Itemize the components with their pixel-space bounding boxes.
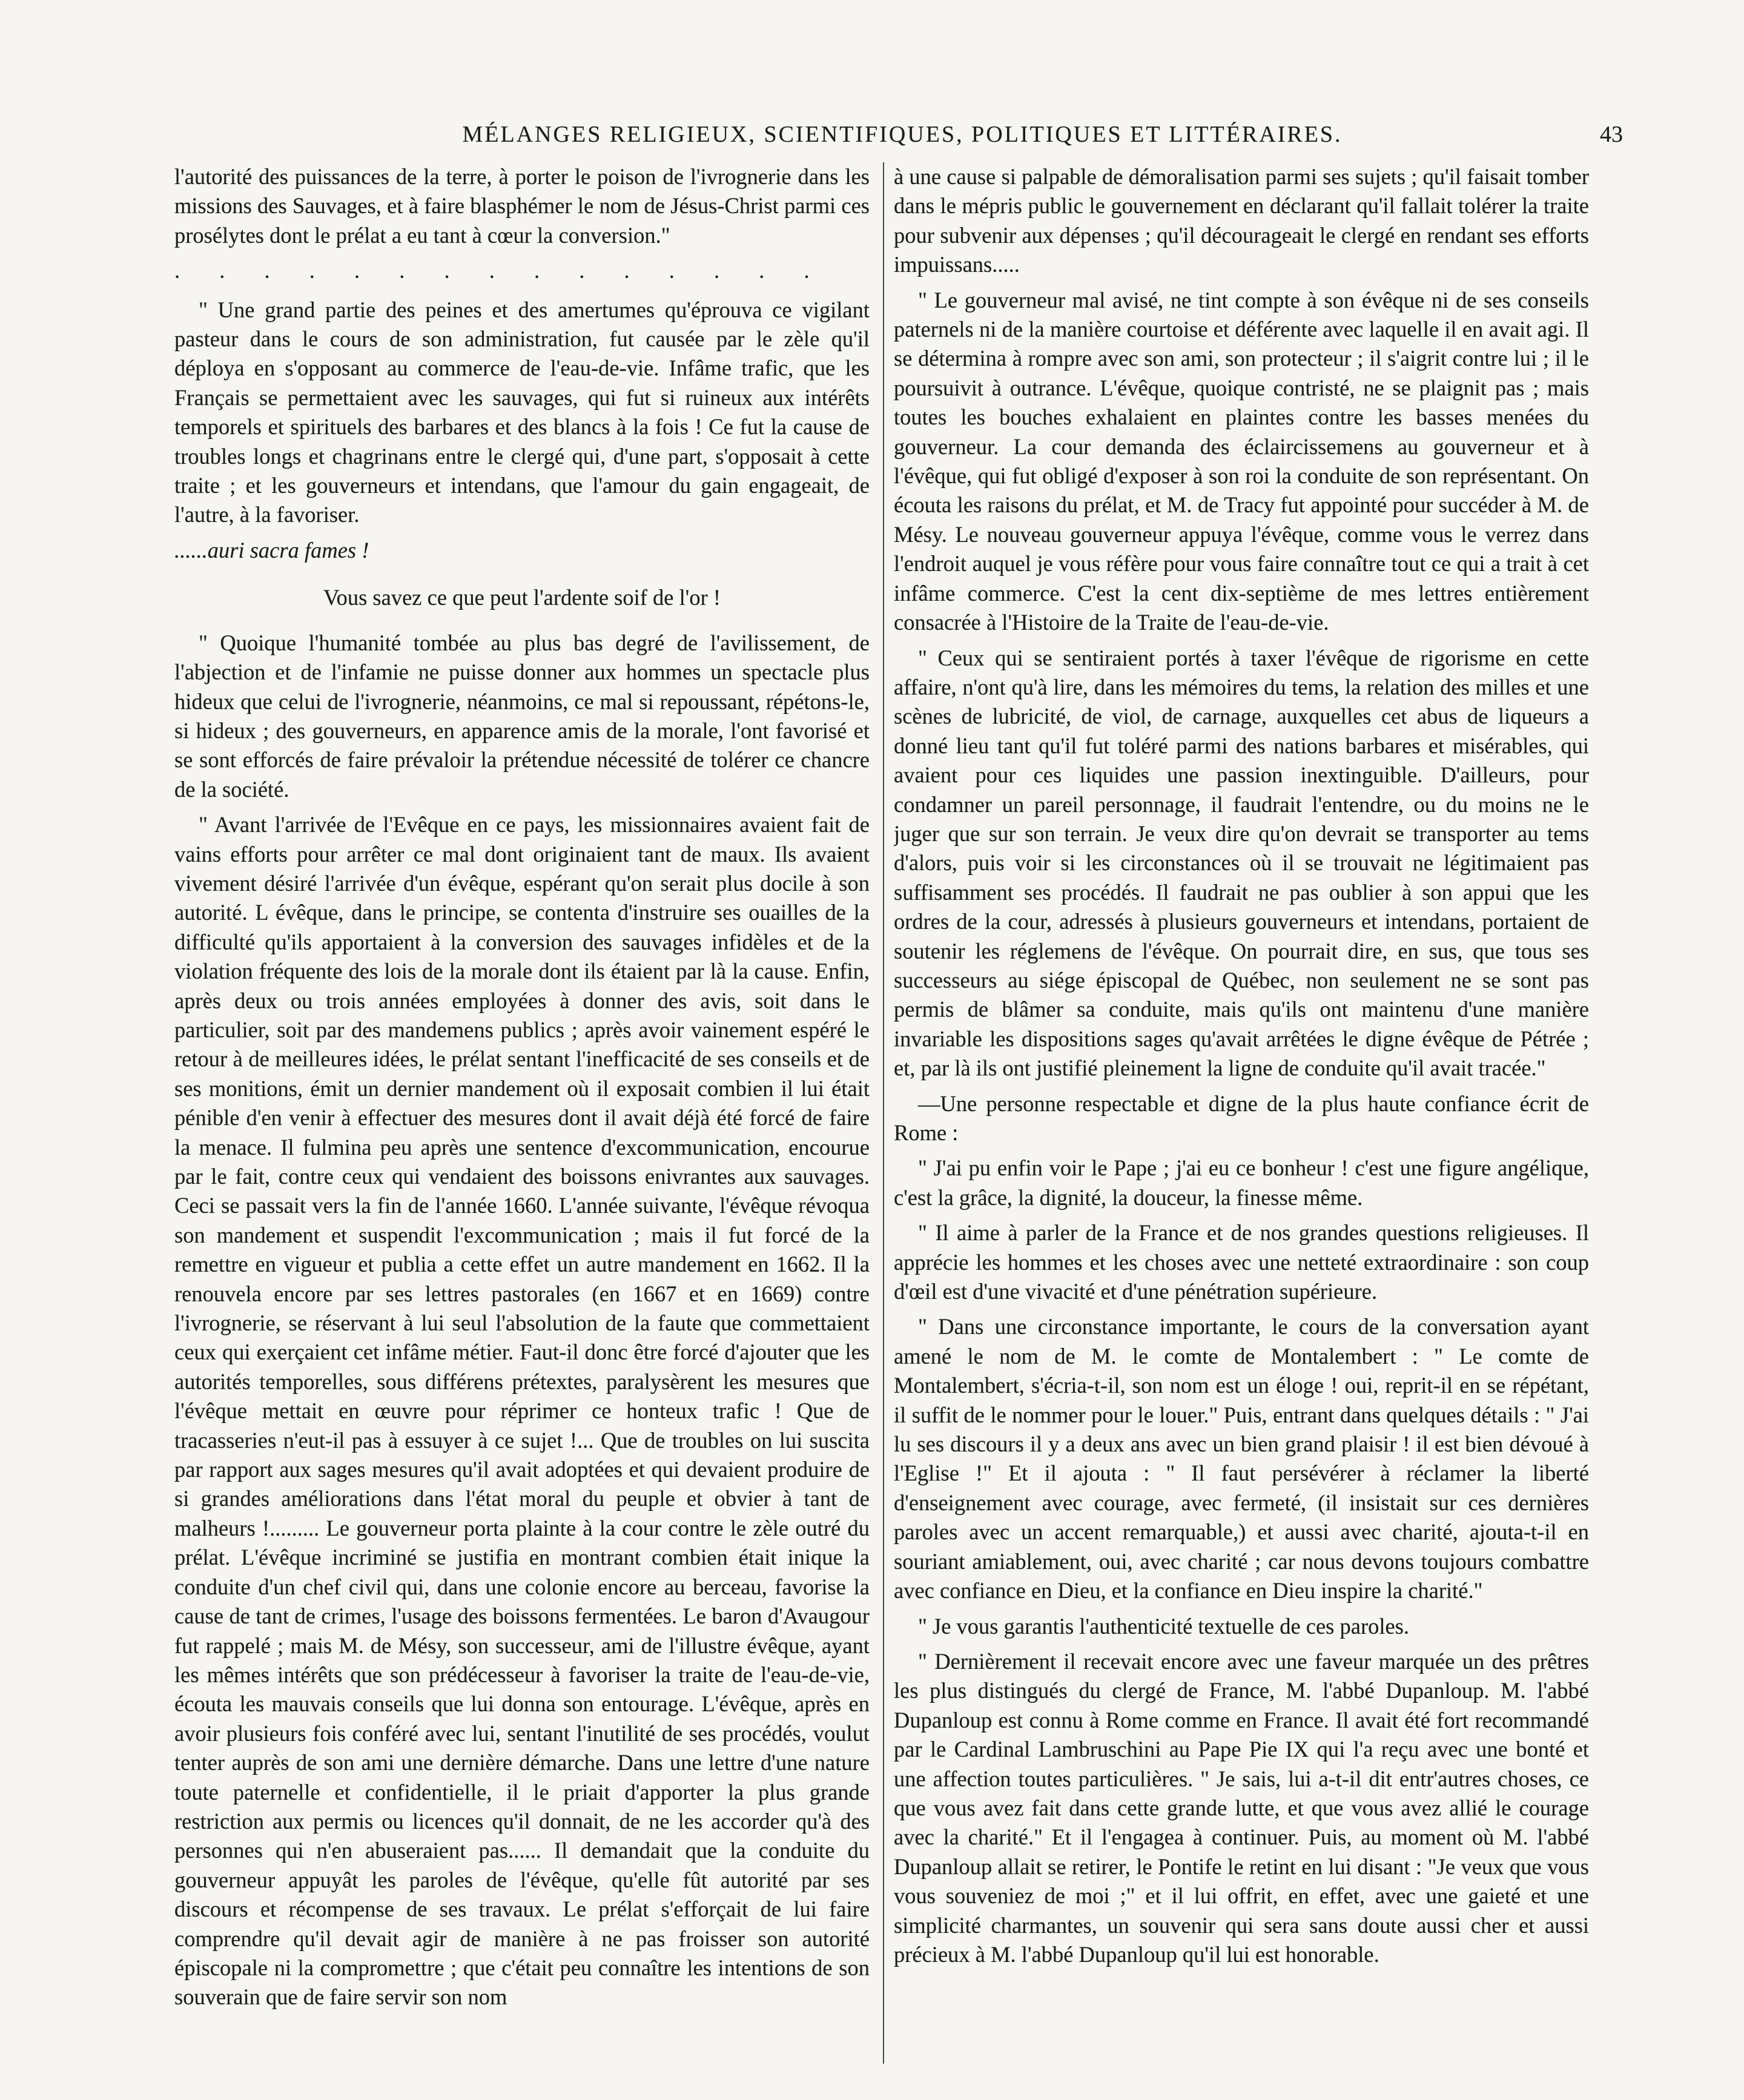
page-number: 43 — [1600, 122, 1623, 147]
column-divider — [883, 162, 884, 2064]
right-paragraph-4: —Une personne respectable et digne de la plus haute confiance écrit de Rome : — [894, 1091, 1589, 1145]
right-paragraph-1: à une cause si palpable de démoralisation parmi ses sujets ; qu'il faisait tomber dans le mépris public le gouvernement en déclarant qu'il fallait tolérer la traite pour subvenir aux dépenses ; qu'il décourageait le clergé en rendant ses efforts impuissans..... — [894, 164, 1589, 277]
latin-quote: ......auri sacra fames ! — [174, 537, 369, 563]
left-paragraph-1: l'autorité des puissances de la terre, à porter le poison de l'ivrognerie dans les missions des Sauvages, et à faire blasphémer le nom de Jésus-Christ parmi ces prosélytes dont le prélat a eu tant à cœur la conversion." — [174, 164, 870, 248]
left-paragraph-3: " Quoique l'humanité tombée au plus bas degré de l'avilissement, de l'abjection et de l'infamie ne puisse donner aux hommes un spectacle plus hideux que celui de l'ivrognerie, néanmoins, ce mal si repoussant, répétons-le, si hideux ; des gouverneurs, en apparence amis de la morale, l'ont favorisé et se sont efforcés de faire prévaloir la prétendue nécessité de tolérer ce chancre de la société. — [174, 630, 870, 802]
centered-line: Vous savez ce que peut l'ardente soif de l'or ! — [323, 585, 721, 610]
left-paragraph-2: " Une grand partie des peines et des amertumes qu'éprouva ce vigilant pasteur dans le cours de son administration, fut causée par le zèle qu'il déploya en s'opposant au commerce de l'eau-de-vie. Infâme trafic, que les Français se permettaient avec les sauvages, qui fut si ruineux aux intérêts temporels et spirituels des barbares et des blancs à la fois ! Ce fut la cause de troubles longs et chagrinans entre le clergé qui, d'une part, s'opposait à cette traite ; et les gouverneurs et intendans, que l'amour du gain engageait, de l'autre, à la favoriser. — [174, 297, 870, 527]
ellipsis-dots: . . . . . . . . . . . . . . . — [174, 258, 827, 283]
left-column — [174, 162, 870, 2064]
right-paragraph-7: " Dans une circonstance importante, le cours de la conversation ayant amené le nom de M. le comte de Montalembert : " Le comte de Montalembert, s'écria-t-il, son nom est un éloge ! oui, reprit-il en se répétant, il suffit de le nommer pour le louer." Puis, entrant dans quelques détails : " J'ai lu ses discours il y a deux ans avec un bien grand plaisir ! il est bien dévoué à l'Eglise !" Et il ajouta : " Il faut persévérer à réclamer la liberté d'enseignement avec courage, avec fermeté, (il insistait sur ces dernières paroles avec un accent remarquable,) et aussi avec charité, ajouta-t-il en souriant amiablement, oui, avec charité ; car nous devons toujours combattre avec confiance en Dieu, et la confiance en Dieu inspire la charité." — [894, 1314, 1589, 1603]
running-title: MÉLANGES RELIGIEUX, SCIENTIFIQUES, POLITIQUES ET LITTÉRAIRES. — [462, 122, 1343, 147]
page-header — [176, 121, 1641, 163]
left-paragraph-4: " Avant l'arrivée de l'Evêque en ce pays, les missionnaires avaient fait de vains efforts pour arrêter ce mal dont originaient tant de maux. Ils avaient vivement désiré l'arrivée d'un évêque, espérant qu'on serait plus docile à son autorité. L évêque, dans le principe, se contenta d'instruire ses ouailles de la difficulté qu'ils apportaient à la conversion des sauvages infidèles et de la violation fréquente des lois de la morale dont ils étaient par là la cause. Enfin, après deux ou trois années employées à donner des avis, soit dans le particulier, soit par des mandemens publics ; après avoir vainement espéré le retour à de meilleures idées, le prélat sentant l'inefficacité de ses conseils et de ses monitions, émit un dernier mandement où il exposait combien il lui était pénible d'en venir à effectuer des mesures dont il avait déjà été forcé de faire la menace. Il fulmina peu après une sentence d'excommunication, encourue par le fait, contre ceux qui vendaient des boissons enivrantes aux sauvages. Ceci se passait vers la fin de l'année 1660. L'année suivante, l'évêque révoqua son mandement et suspendit l'excommunication ; mais il fut forcé de la remettre en vigueur et publia a cette effet un autre mandement en 1662. Il la renouvela encore par ses lettres pastorales (en 1667 et en 1669) contre l'ivrognerie, se réservant à lui seul l'absolution de la faute que commettaient ceux qui exerçaient cet infâme métier. Faut-il donc être forcé d'ajouter que les autorités temporelles, sous différens prétextes, paralysèrent les mesures que l'évêque mettait en œuvre pour réprimer ce honteux trafic ! Que de tracasseries n'eut-il pas à essuyer à ce sujet !... Que de troubles on lui suscita par rapport aux sages mesures qu'il avait adoptées et qui devaient produire de si grandes améliorations dans l'état moral du peuple et obvier à tant de malheurs !......... Le gouverneur porta plainte à la cour contre le zèle outré du prélat. L'évêque incriminé se justifia en montrant combien était inique la conduite d'un chef civil qui, dans une colonie encore au berceau, favorise la cause de tant de crimes, l'usage des boissons fermentées. Le baron d'Avaugour fut rappelé ; mais M. de Mésy, son successeur, ami de l'illustre évêque, ayant les mêmes intérêts que son prédécesseur à favoriser la traite de l'eau-de-vie, écouta les mauvais conseils que lui donna son entourage. L'évêque, après en avoir plusieurs fois conféré avec lui, sentant l'inutilité de ses procédés, voulut tenter auprès de son ami une dernière démarche. Dans une lettre d'une nature toute paternelle et confidentielle, il le priait d'apporter la plus grande restriction aux permis ou licences qu'il donnait, de ne les accorder qu'à des personnes qui n'en abuseraient pas...... Il demandait que la conduite du gouverneur appuyât les paroles de l'évêque, qu'elle fût autorité par ses discours et récompense de ses travaux. Le prélat s'efforçait de lui faire comprendre qu'il devait agir de manière à ne pas froisser son autorité épiscopale ni la compromettre ; que c'était peu connaître les intentions de son souverain que de faire servir son nom — [174, 812, 870, 2010]
right-paragraph-3: " Ceux qui se sentiraient portés à taxer l'évêque de rigorisme en cette affaire, n'ont qu'à lire, dans les mémoires du tems, la relation des milles et une scènes de lubricité, de viol, de carnage, auxquelles cet abus de liqueurs a donné lieu tant qu'il fut toléré parmi des nations barbares et misérables, qui avaient pour ces liquides une passion inextinguible. D'ailleurs, pour condamner un pareil personnage, il faudrait l'entendre, ou du moins ne le juger que sur son terrain. Je veux dire qu'on devrait se transporter au tems d'alors, puis voir si les circonstances où il se trouvait ne légitimaient pas suffisamment ses procédés. Il faudrait ne pas oublier à son appui que les ordres de la cour, adressés à plusieurs gouverneurs et intendans, portaient de soutenir les réglemens de l'évêque. On pourrait dire, en sus, que tous ses successeurs au siége épiscopal de Québec, non seulement ne se sont pas permis de blâmer sa conduite, mais qu'ils ont maintenu d'une manière invariable les dispositions sages qu'avait arrêtées le digne évêque de Pétrée ; et, par là ils ont justifié pleinement la ligne de conduite qu'il avait tracée." — [894, 645, 1589, 1081]
right-paragraph-8: " Je vous garantis l'authenticité textuelle de ces paroles. — [918, 1613, 1410, 1639]
right-column — [894, 162, 1589, 2064]
right-paragraph-6: " Il aime à parler de la France et de nos grandes questions religieuses. Il apprécie les hommes et les choses avec une netteté extraordinaire : son coup d'œil est d'une vivacité et d'une pénétration supérieure. — [894, 1220, 1589, 1304]
right-paragraph-5: " J'ai pu enfin voir le Pape ; j'ai eu ce bonheur ! c'est une figure angélique, c'est la grâce, la dignité, la douceur, la finesse même. — [894, 1155, 1589, 1210]
right-paragraph-2: " Le gouverneur mal avisé, ne tint compte à son évêque ni de ses conseils paternels ni de la manière courtoise et déférente avec laquelle il en avait agi. Il se détermina à rompre avec son ami, son protecteur ; il s'aigrit contre lui ; il le poursuivit à outrance. L'évêque, quoique contristé, ne se plaignit pas ; mais toutes les bouches exhalaient en plaintes contre les basses menées du gouverneur. La cour demanda des éclaircissemens au gouverneur et à l'évêque, qui fut obligé d'exposer à son roi la conduite de son représentant. On écouta les raisons du prélat, et M. de Tracy fut appointé pour succéder à M. de Mésy. Le nouveau gouverneur appuya l'évêque, comme vous le verrez dans l'endroit auquel je vous réfère pour vous faire connaître tout ce qui a trait à cet infâme commerce. C'est la cent dix-septième de mes lettres entièrement consacrée à l'Histoire de la Traite de l'eau-de-vie. — [894, 287, 1589, 635]
right-paragraph-9: " Dernièrement il recevait encore avec une faveur marquée un des prêtres les plus distingués du clergé de France, M. l'abbé Dupanloup. M. l'abbé Dupanloup est connu à Rome comme en France. Il avait été fort recommandé par le Cardinal Lambruschini au Pape Pie IX qui l'a reçu avec une bonté et une affection toutes particulières. " Je sais, lui a-t-il dit entr'autres choses, ce que vous avez fait dans cette grande lutte, et que vous avez allié le courage avec la charité." Et il l'engagea à continuer. Puis, au moment où M. l'abbé Dupanloup allait se retirer, le Pontife le retint en lui disant : "Je veux que vous vous souveniez de moi ;" et il lui offrit, en effet, avec une gaieté et une simplicité charmantes, un souvenir qui sera sans doute aussi cher et aussi précieux à M. l'abbé Dupanloup qu'il lui est honorable. — [894, 1648, 1589, 1967]
